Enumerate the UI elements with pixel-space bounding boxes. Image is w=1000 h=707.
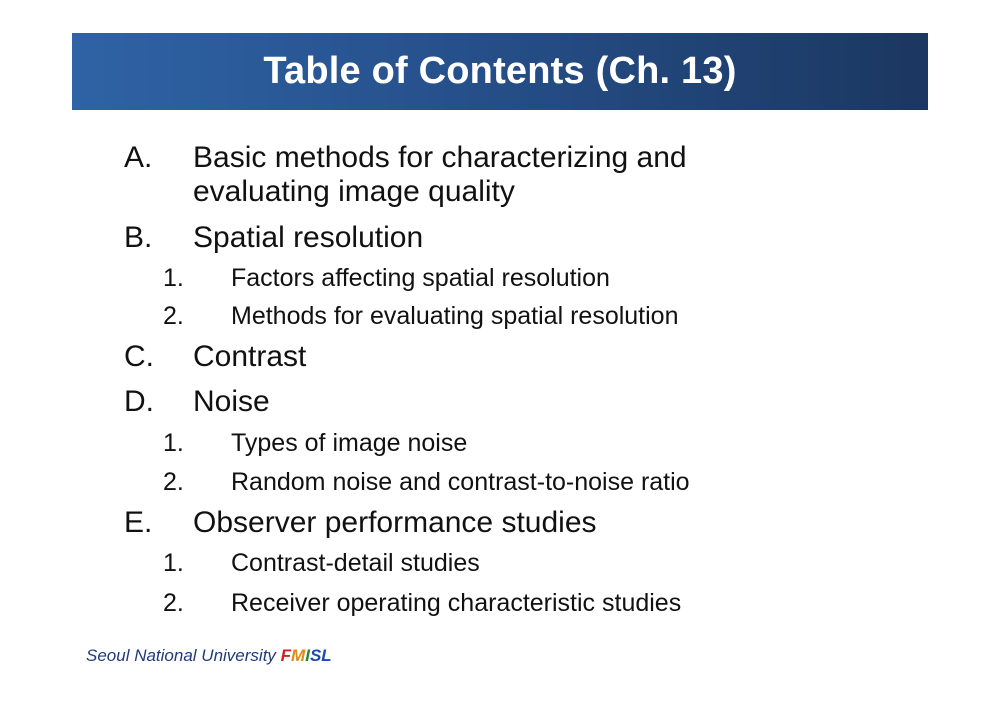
toc-marker: E. [124,506,153,539]
fmisl-logo [281,646,332,665]
toc-label: Observer performance studies [193,506,597,539]
toc-marker: 1. [163,264,184,292]
footer [86,646,332,666]
toc-label: Contrast-detail studies [231,549,480,577]
toc-label: Basic methods for characterizing and [193,141,687,174]
toc-label: Random noise and contrast-to-noise ratio [231,468,690,496]
toc-marker: D. [124,385,154,418]
toc-marker: B. [124,221,153,254]
toc-label: Receiver operating characteristic studies [231,589,682,617]
toc-marker: 1. [163,549,184,577]
toc-label: Types of image noise [231,429,468,457]
institution-name: Seoul National University [86,646,276,665]
toc-label: Factors affecting spatial resolution [231,264,610,292]
toc-marker: 2. [163,589,184,617]
toc-label: Spatial resolution [193,221,424,254]
logo-letter: F [280,646,292,665]
toc-label: Methods for evaluating spatial resolution [231,302,679,330]
toc-marker: A. [124,141,153,174]
logo-letter: M [291,646,306,665]
slide-title: Table of Contents (Ch. 13) [263,50,737,92]
toc-label: Noise [193,385,270,418]
logo-letter: L [321,646,332,665]
logo-letter: I [305,646,310,665]
toc-marker: C. [124,340,154,373]
toc-marker: 2. [163,302,184,330]
toc-label: evaluating image quality [193,175,515,208]
toc-label: Contrast [193,340,307,373]
toc-marker: 2. [163,468,184,496]
toc-marker: 1. [163,429,184,457]
logo-letter: S [309,646,322,665]
